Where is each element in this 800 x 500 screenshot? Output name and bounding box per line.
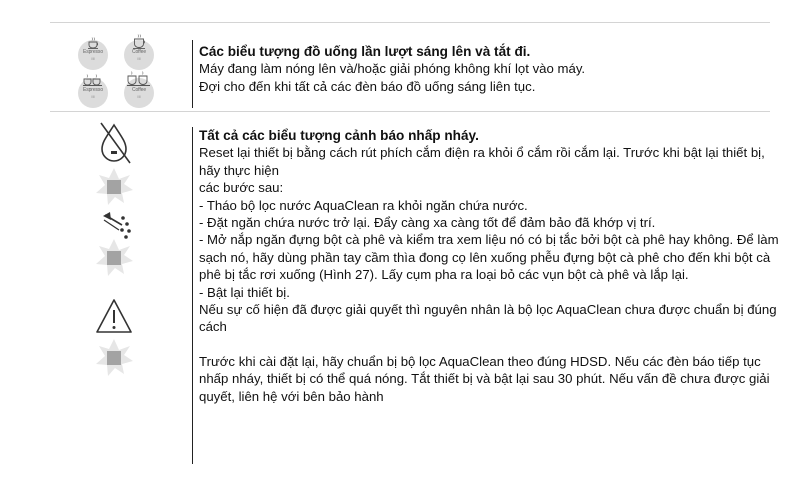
double-coffee-label: Coffee [131,87,147,93]
section1-text [199,43,784,95]
section2-title: Tất cả các biểu tượng cảnh báo nhấp nháy. [199,128,479,143]
double-coffee-sub: III [137,94,141,99]
coffee-grounds-warning-icon [86,200,146,290]
double-coffee-cup-icon [124,78,154,108]
espresso-label: Espresso [82,49,104,55]
section2-line-2: các bước sau: [199,180,284,196]
section2-line-6: - Bật lại thiết bị. [199,284,290,300]
general-warning-icon [86,292,146,392]
section2-text [199,127,784,405]
section2-line-7: Nếu sự cố hiện đã được giải quyết thì nguyên nhân là bộ lọc AquaClean chưa được chuẩn bị đúng cách [199,302,777,335]
section2-after: Trước khi cài đặt lại, hãy chuẩn bị bộ lọc AquaClean theo đúng HDSD. Nếu các đèn báo tiếp tục nhấp nháy, thiết bị có thể quá nóng. Tắt thiết bị và bật lại sau 30 phút. Nếu vấn đề chưa được giải quyết, liên hệ với bên bảo hành [199,353,770,404]
section1-rule [192,40,193,108]
section2-line-3: - Tháo bộ lọc nước AquaClean ra khỏi ngăn chứa nước. [199,197,528,213]
section1-line-2: Đợi cho đến khi tất cả các đèn báo đồ uống sáng liên tục. [199,78,536,94]
section2-line-5: - Mở nắp ngăn đựng bột cà phê và kiểm tra xem liệu nó có bị tắc bởi bột cà phê hay không. Để làm sạch nó, hãy dùng phần tay cầm thìa đong cọ lên xuống phễu đựng bột cà phê cho đến khi bột cà phê bị tắc rơi xuống (Hình 27). Lấy cụm pha ra loại bỏ các vụn bột cà phê và lắp lại. [199,232,779,283]
double-espresso-label: Espresso [82,87,104,93]
section1-title: Các biểu tượng đồ uống lần lượt sáng lên và tắt đi. [199,44,531,59]
section2-line-4: - Đặt ngăn chứa nước trở lại. Đẩy càng xa càng tốt để đảm bảo đã khớp vị trí. [199,215,656,231]
top-divider [50,22,770,23]
espresso-cup-icon [78,40,108,70]
double-espresso-cup-icon [78,78,108,108]
coffee-cup-icon [124,40,154,70]
double-espresso-sub: III [91,94,95,99]
espresso-sub: III [91,56,95,61]
section2-rule [192,127,193,464]
no-water-warning-icon [86,117,146,207]
paragraph-spacer [199,336,784,353]
middle-divider [50,111,770,112]
section1-line-1: Máy đang làm nóng lên và/hoặc giải phóng không khí lọt vào máy. [199,61,586,77]
coffee-label: Coffee [131,49,147,55]
section2-line-1: Reset lại thiết bị bằng cách rút phích cắm điện ra khỏi ổ cắm rồi cắm lại. Trước khi bật lại thiết bị, hãy thực hiện [199,145,765,178]
coffee-sub: III [137,56,141,61]
